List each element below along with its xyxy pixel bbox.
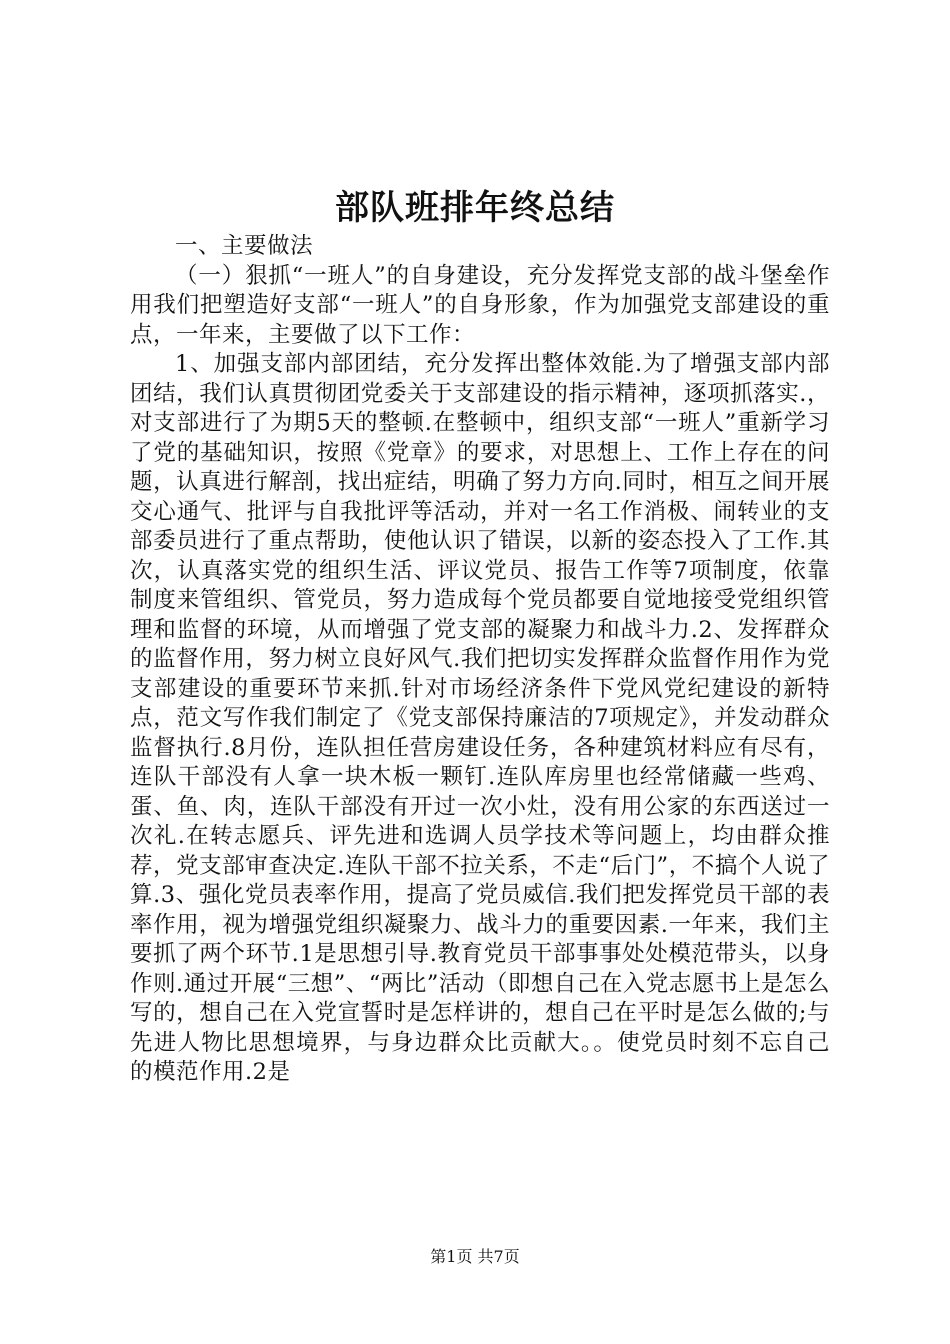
page-footer: 第1页 共7页 bbox=[430, 1247, 520, 1266]
paragraph: （一）狠抓“一班人”的自身建设，充分发挥党支部的战斗堡垒作用我们把塑造好支部“一班人”的自身形象，作为加强党支部建设的重点，一年来，主要做了以下工作： bbox=[130, 262, 830, 348]
document-title: 部队班排年终总结 bbox=[335, 188, 615, 228]
section-heading: 一、主要做法 bbox=[175, 233, 314, 259]
paragraph: 1、加强支部内部团结，充分发挥出整体效能.为了增强支部内部团结，我们认真贯彻团党委关于支部建设的指示精神，逐项抓落实.，对支部进行了为期5天的整顿.在整顿中，组织支部“一班人”重新学习了党的基础知识，按照《党章》的要求，对思想上、工作上存在的问题，认真进行解剖，找出症结，明确了努力方向.同时，相互之间开展交心通气、批评与自我批评等活动，并对一名工作消极、闹转业的支部委员进行了重点帮助，使他认识了错误，以新的姿态投入了工作.其次，认真落实党的组织生活、评议党员、报告工作等7项制度，依靠制度来管组织、管党员，努力造成每个党员都要自觉地接受党组织管理和监督的环境，从而增强了党支部的凝聚力和战斗力.2、发挥群众的监督作用，努力树立良好风气.我们把切实发挥群众监督作用作为党支部建设的重要环节来抓.针对市场经济条件下党风党纪建设的新特点，范文写作我们制定了《党支部保持廉洁的7项规定》，并发动群众监督执行.8月份，连队担任营房建设任务，各种建筑材料应有尽有，连队干部没有人拿一块木板一颗钉.连队库房里也经常储藏一些鸡、蛋、鱼、肉，连队干部没有开过一次小灶，没有用公家的东西送过一次礼.在转志愿兵、评先进和选调人员学技术等问题上，均由群众推荐，党支部审查决定.连队干部不拉关系，不走“后门”，不搞个人说了算.3、强化党员表率作用，提高了党员威信.我们把发挥党员干部的表率作用，视为增强党组织凝聚力、战斗力的重要因素.一年来，我们主要抓了两个环节.1是思想引导.教育党员干部事事处处模范带头，以身作则.通过开展“三想”、“两比”活动（即想自己在入党志愿书上是怎么写的，想自己在入党宣誓时是怎样讲的，想自己在平时是怎么做的;与先进人物比思想境界，与身边群众比贡献大。。使党员时刻不忘自己的模范作用.2是 bbox=[130, 351, 830, 1085]
document-body bbox=[130, 232, 830, 1088]
